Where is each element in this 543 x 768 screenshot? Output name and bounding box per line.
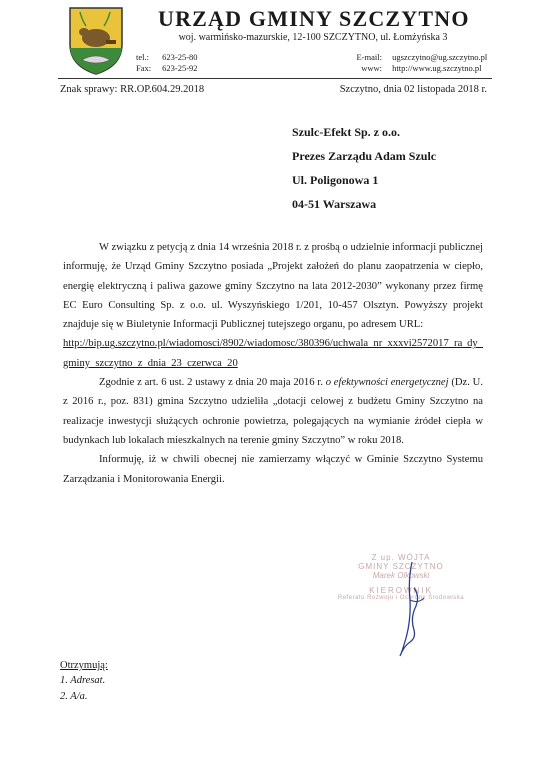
paragraph-1-text: W związku z petycją z dnia 14 września 2018 r. z prośbą o udzielnie informacji publicznej informuję, że Urząd Gminy Szczytno posiada „Projekt założeń do planu zaopatrzenia w ciepło, energię elektryczną i paliwa gazowe gminy Szczytno na lata 2012-2030” wykonany przez firmę EC Euro Consulting Sp. z o.o. ul. Wyszyńskiego 1/201, 10-457 Olsztyn. Powyższy projekt znajduje się w Biuletynie Informacji Publicznej tutejszego organu, po adresem URL: [63, 242, 483, 331]
recipient-city: 04-51 Warszawa [292, 197, 377, 211]
body-paragraph-1 [63, 238, 483, 373]
paragraph-2-act-title: o efektywności energetycznej [325, 377, 449, 389]
recipient-block [292, 120, 512, 216]
stamp-line-2: GMINY SZCZYTNO [358, 562, 444, 571]
recipient-street: Ul. Poligonowa 1 [292, 173, 379, 187]
www-line [348, 63, 482, 73]
distribution-item: 2. A/a. [60, 691, 88, 702]
letter-body [63, 238, 483, 489]
office-address: woj. warmińsko-mazurskie, 12-100 SZCZYTNO, ul. Łomżyńska 3 [178, 32, 448, 43]
fax-line [136, 63, 198, 73]
recipient-company: Szulc-Efekt Sp. z o.o. [292, 125, 400, 139]
office-name: URZĄD GMINY SZCZYTNO [158, 6, 470, 31]
coat-of-arms-icon [66, 4, 126, 76]
body-paragraph-3 [63, 450, 483, 489]
email-label: E-mail: [356, 52, 382, 62]
stamp-line-1: Z up. WÓJTA [371, 553, 431, 562]
stamp-line-3: Marek Olkowski [372, 571, 430, 580]
phone-line [136, 52, 198, 62]
distribution-list [60, 660, 108, 705]
paragraph-2-end: (Dz. U. z 2016 r., poz. 831) gmina Szczytno udzieliła „dotacji celowej z budżetu Gminy Szczytno na realizacje inwestycji służących ochronie powietrza, polegających na wymianie źródeł ciepła w budynkach lub lokalach mieszkalnych na terenie gminy Szczytno” w roku 2018. [63, 377, 483, 446]
email-value[interactable]: ugszczytno@ug.szczytno.pl [392, 52, 488, 62]
handwritten-signature-icon [380, 560, 440, 660]
email-line [348, 52, 487, 62]
stamp-line-5: Referatu Rozwoju i Ochrony Środowiska [337, 595, 465, 601]
www-value[interactable]: http://www.ug.szczytno.pl [392, 63, 482, 73]
recipient-person: Prezes Zarządu Adam Szulc [292, 149, 437, 163]
paragraph-3-text: Informuję, iż w chwili obecnej nie zamierzamy włączyć w Gminie Szczytno Systemu Zarządzania i Monitorowania Energii. [63, 454, 483, 485]
case-reference: Znak sprawy: RR.OP.604.29.2018 [60, 84, 205, 95]
distribution-heading: Otrzymują: [60, 660, 108, 671]
fax-label: Fax: [136, 63, 152, 73]
stamp-line-4: KIEROWNIK [369, 586, 433, 595]
www-label: www: [361, 63, 382, 73]
body-paragraph-2 [63, 373, 483, 450]
header-divider [58, 78, 492, 79]
place-and-date: Szczytno, dnia 02 listopada 2018 r. [339, 84, 487, 95]
phone-label: tel.: [136, 52, 149, 62]
phone-value: 623-25-80 [162, 52, 198, 62]
bip-url-link[interactable]: http://bip.ug.szczytno.pl/wiadomosci/8902/wiadomosc/380396/uchwala_nr_xxxvi2572017_ra dy_gminy_szczytno_z_dnia_23_czerwca_20 [63, 338, 483, 369]
fax-value: 623-25-92 [162, 63, 198, 73]
paragraph-2-start: Zgodnie z art. 6 ust. 2 ustawy z dnia 20 maja 2016 r. [99, 377, 323, 389]
distribution-item: 1. Adresat. [60, 675, 106, 686]
